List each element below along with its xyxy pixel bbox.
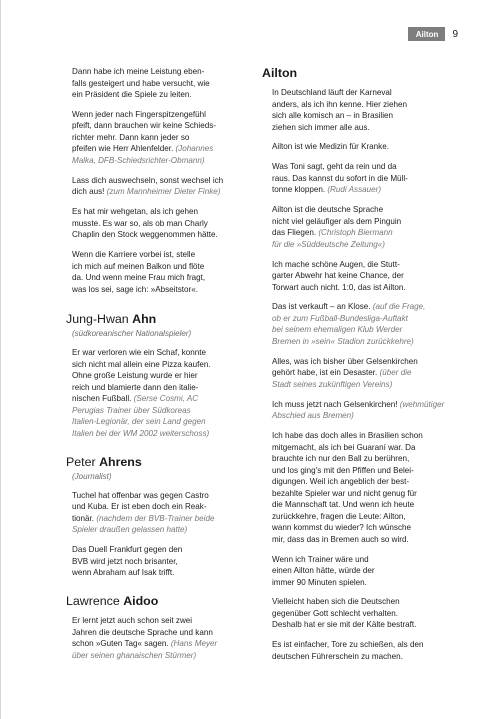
quote-line: BVB wird jetzt noch brisanter, bbox=[72, 556, 178, 566]
quote-line: anders, als ich ihn kenne. Hier ziehen bbox=[272, 99, 407, 109]
quote-line: Er war verloren wie ein Schaf, konnte bbox=[72, 348, 207, 358]
quote-list bbox=[66, 615, 247, 661]
quote-line: pfeift, dann brauchen wir keine Schieds- bbox=[72, 121, 216, 131]
last-name: Aidoo bbox=[123, 594, 159, 609]
quote-line: ein Präsident die Spiele zu leiten. bbox=[72, 90, 192, 99]
quote-source: (Serse Cosmi, AC bbox=[133, 394, 199, 404]
quote-line: garter Abwehr hat keine Chance, der bbox=[272, 271, 404, 281]
quote-list bbox=[262, 87, 458, 662]
quote-line: was los sei, sage ich: »Abseitstor«. bbox=[72, 284, 198, 294]
quote-line: und los ging's mit den Pfiffen und Belei- bbox=[272, 465, 414, 475]
person-role: (südkoreanischer Nationalspieler) bbox=[72, 329, 192, 339]
quote bbox=[262, 161, 458, 196]
last-name: Ahn bbox=[132, 312, 157, 327]
running-header bbox=[408, 27, 458, 41]
intro-quotes bbox=[66, 66, 247, 295]
quote-line: Lass dich auswechseln, sonst wechsel ich bbox=[72, 175, 224, 185]
quote-line: deutschen Führerschein zu machen. bbox=[272, 651, 403, 661]
quote-line: Es ist einfacher, Tore zu schießen, als den bbox=[272, 640, 424, 650]
quote bbox=[66, 490, 247, 536]
quote bbox=[66, 615, 247, 661]
quote-line: zurückkehre, fragen die Leute: Ailton, bbox=[272, 511, 406, 521]
quote-line: mitgemacht, als ich bei Guaraní war. Da bbox=[272, 442, 416, 452]
section-tab: Ailton bbox=[408, 27, 446, 41]
person-name bbox=[66, 455, 247, 470]
quote-line: ziehen sich immer alle aus. bbox=[272, 122, 370, 132]
quote-line: Das ist verkauft – an Klose. bbox=[272, 302, 371, 312]
quote-source: Malka, DFB-Schiedsrichter-Obmann) bbox=[72, 155, 205, 165]
quote-line: Ailton ist die deutsche Sprache bbox=[272, 205, 384, 215]
entry-peter-ahrens bbox=[66, 455, 247, 579]
quote-source: für die »Süddeutsche Zeitung«) bbox=[272, 239, 385, 249]
quote bbox=[262, 141, 458, 153]
quote-line: wenn Abraham auf Isak trifft. bbox=[72, 568, 175, 578]
quote-line: sich nicht mal allein eine Pizza kaufen. bbox=[72, 359, 211, 369]
quote-source: ob er zum Fußball-Bundesliga-Auftakt bbox=[272, 313, 408, 323]
quote bbox=[66, 175, 247, 198]
page-number: 9 bbox=[452, 28, 458, 40]
quote bbox=[262, 259, 458, 294]
page-edge bbox=[0, 0, 1, 719]
quote-source: Stadt seines zukünftigen Vereins) bbox=[272, 379, 393, 389]
quote-line: raus. Das kannst du sofort in die Müll- bbox=[272, 173, 408, 183]
quote-line: Wenn ich Trainer wäre und bbox=[272, 554, 369, 564]
quote-line: richter mehr. Dann kann jeder so bbox=[72, 132, 190, 142]
quote-source: über seinen ghanaischen Stürmer) bbox=[72, 650, 197, 660]
entry-jung-hwan-ahn bbox=[66, 312, 247, 439]
quote-line: brauchte ich nur den Ball zu berühren, bbox=[272, 454, 410, 464]
quote-source: (Hans Meyer bbox=[170, 639, 218, 649]
quote-source: (Rudi Assauer) bbox=[327, 185, 382, 195]
quote-source: Italien-Legionär, der sein Land gegen bbox=[72, 417, 206, 427]
quote-line: nischen Fußball. bbox=[72, 394, 132, 404]
quote-line: schon »Guten Tag« sagen. bbox=[72, 639, 169, 649]
quote-line: tionär. bbox=[72, 513, 95, 523]
quote-line: Ohne große Leistung wurde er hier bbox=[72, 371, 198, 381]
quote-source: (wehmütiger Abschied aus Bremen) bbox=[272, 399, 445, 421]
quote-line: Wenn die Karriere vorbei ist, stelle bbox=[72, 250, 196, 260]
left-column bbox=[66, 66, 247, 670]
quote bbox=[66, 206, 247, 241]
quote-line: Dann habe ich meine Leistung eben- bbox=[72, 67, 205, 76]
quote-source: (zum Mannheimer Dieter Finke) bbox=[106, 187, 221, 197]
quote-line: Was Toni sagt, geht da rein und da bbox=[272, 162, 397, 172]
last-name: Ahrens bbox=[99, 454, 142, 469]
quote bbox=[262, 204, 458, 250]
first-name: Lawrence bbox=[66, 594, 120, 609]
quote bbox=[262, 301, 458, 347]
quote-source: (Johannes bbox=[175, 144, 214, 154]
quote-line: sich alle komisch an – in Brasilien bbox=[272, 111, 394, 120]
quote-line: einen Ailton hätte, würde der bbox=[272, 566, 375, 576]
quote-list bbox=[66, 347, 247, 439]
quote-line: da. Und wenn meine Frau mich fragt, bbox=[72, 273, 206, 283]
quote-list bbox=[66, 490, 247, 579]
quote bbox=[262, 356, 458, 391]
quote bbox=[66, 66, 247, 101]
quote-line: In Deutschland läuft der Karneval bbox=[272, 88, 392, 97]
quote-line: Er lernt jetzt auch schon seit zwei bbox=[72, 616, 193, 626]
quote bbox=[262, 430, 458, 545]
quote-line: Das Duell Frankfurt gegen den bbox=[72, 545, 183, 555]
quote-line: die Mannschaft tat. Und wenn ich heute bbox=[272, 500, 415, 510]
quote-line: bezahlte Spieler war und nicht genug für bbox=[272, 488, 417, 498]
first-name: Jung-Hwan bbox=[66, 312, 129, 327]
quote-line: falls gesteigert und habe versucht, wie bbox=[72, 78, 210, 88]
quote-line: Ailton ist wie Medizin für Kranke. bbox=[272, 142, 389, 152]
person-name-ailton: Ailton bbox=[262, 66, 298, 80]
quote-line: musste. Es war so, als ob man Charly bbox=[72, 218, 208, 228]
quote-line: Jahren die deutsche Sprache und kann bbox=[72, 627, 213, 637]
quote-line: nicht viel geläufiger als dem Pinguin bbox=[272, 216, 402, 226]
quote-line: tonne kloppen. bbox=[272, 185, 326, 195]
quote-line: pfeifen wie Herr Ahlenfelder. bbox=[72, 144, 174, 154]
right-column bbox=[262, 66, 458, 671]
quote-source: Bremen in »sein« Stadion zurückkehre) bbox=[272, 336, 414, 346]
quote-line: Deshalb hat er sie mit der Kälte bestraft. bbox=[272, 620, 417, 630]
quote-line: mir, dass das in Bremen auch so wird. bbox=[272, 534, 409, 544]
quote bbox=[262, 87, 458, 133]
person-role: (Journalist) bbox=[72, 471, 112, 481]
quote-source: (über die bbox=[379, 368, 412, 378]
quote bbox=[66, 347, 247, 439]
quote-line: Tuchel hat offenbar was gegen Castro bbox=[72, 490, 209, 500]
quote-line: gegenüber Gott schlecht verhalten. bbox=[272, 608, 398, 618]
quote-line: digungen. Weil ich angeblich der best- bbox=[272, 477, 410, 487]
quote-source: Perugias Trainer über Südkoreas bbox=[72, 405, 191, 415]
quote-line: Torwart auch nicht. 1:0, das ist Ailton. bbox=[272, 282, 406, 292]
quote-line: Ich mache schöne Augen, die Stutt- bbox=[272, 259, 400, 269]
quote bbox=[262, 399, 458, 422]
first-name: Peter bbox=[66, 454, 96, 469]
quote-line: ich mich auf meinen Balkon und flöte bbox=[72, 261, 205, 271]
quote-line: Chaplin den Stock weggenommen hätte. bbox=[72, 230, 218, 240]
quote bbox=[66, 249, 247, 295]
quote bbox=[262, 639, 458, 662]
quote-line: immer 90 Minuten spielen. bbox=[272, 577, 367, 587]
quote-source: Spieler draußen gelassen hatte) bbox=[72, 525, 188, 535]
quote-line: reich und blamierte dann den italie- bbox=[72, 382, 199, 392]
quote-line: und Kuba. Er ist eben doch ein Reak- bbox=[72, 502, 207, 512]
quote-line: Alles, was ich bisher über Gelsenkirchen bbox=[272, 356, 418, 366]
quote-line: gehört habe, ist ein Desaster. bbox=[272, 368, 378, 378]
quote-line: Wenn jeder nach Fingerspitzengefühl bbox=[72, 109, 206, 119]
quote-line: Ich muss jetzt nach Gelsenkirchen! bbox=[272, 399, 398, 409]
entry-lawrence-aidoo bbox=[66, 594, 247, 661]
quote-source: bei seinem ehemaligen Klub Werder bbox=[272, 325, 403, 335]
quote-source: (auf die Frage, bbox=[372, 302, 426, 312]
quote-line: Ich habe das doch alles in Brasilien schon bbox=[272, 431, 423, 441]
quote-source: (Christoph Biermann bbox=[318, 228, 393, 238]
quote-line: wann kommst du wieder? Ich wünsche bbox=[272, 523, 412, 533]
quote-line: Es hat mir wehgetan, als ich gehen bbox=[72, 207, 198, 217]
quote bbox=[66, 109, 247, 167]
quote-line: das Fliegen. bbox=[272, 228, 317, 238]
quote bbox=[66, 544, 247, 579]
quote-source: (nachdem der BVB-Trainer beide bbox=[96, 513, 215, 523]
person-name bbox=[66, 594, 247, 609]
quote-line: Vielleicht haben sich die Deutschen bbox=[272, 597, 400, 607]
quote bbox=[262, 596, 458, 631]
person-name bbox=[66, 312, 247, 327]
quote bbox=[262, 554, 458, 589]
quote-line: dich aus! bbox=[72, 187, 105, 197]
quote-source: Italien bei der WM 2002 weiterschoss) bbox=[72, 428, 210, 438]
